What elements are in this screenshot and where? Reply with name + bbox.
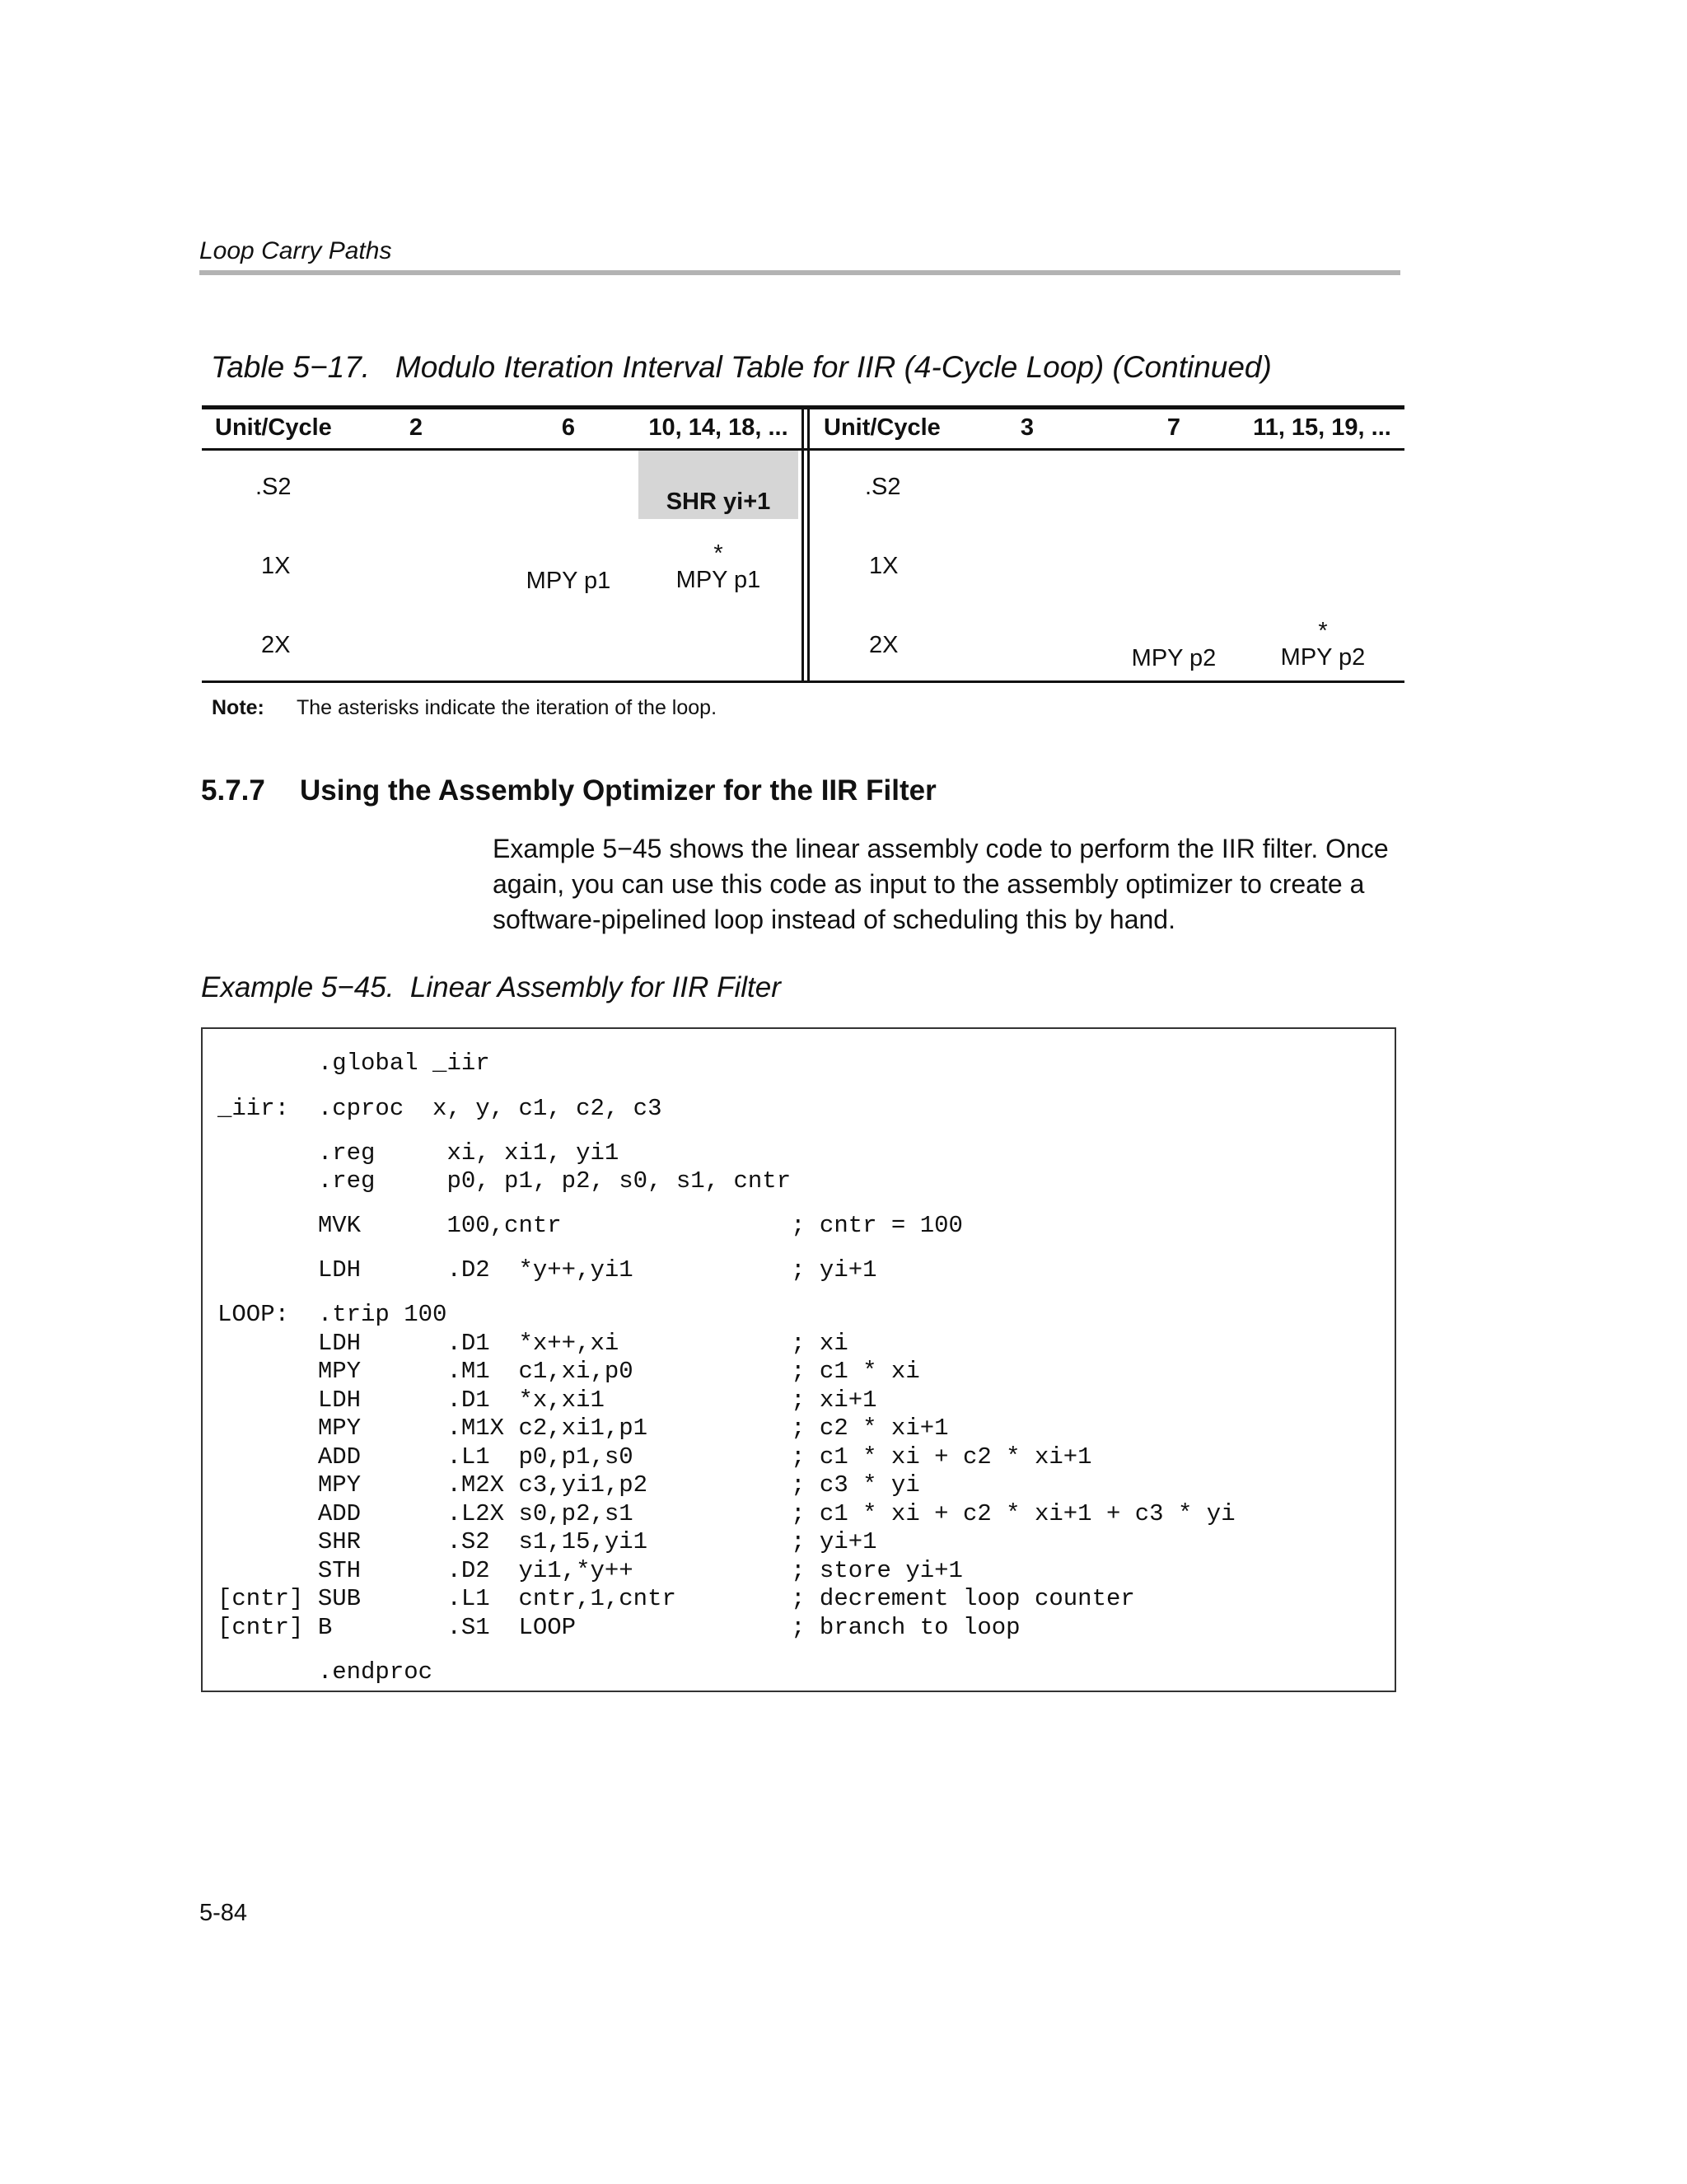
header-unit-cycle-right: Unit/Cycle — [824, 414, 941, 441]
cell-mpy-p1-next-iteration — [638, 540, 798, 593]
code-line: ADD .L1 p0,p1,s0 ; c1 * xi + c2 * xi+1 — [217, 1443, 1092, 1471]
table-divider-line — [807, 405, 810, 683]
cell-mpy-p1: MPY p1 — [526, 568, 611, 594]
row-unit-2x-right: 2X — [869, 632, 899, 658]
section-number: 5.7.7 — [201, 774, 265, 807]
example-caption: Example 5−45. Linear Assembly for IIR Filter — [201, 971, 781, 1003]
code-line: .reg p0, p1, p2, s0, s1, cntr — [217, 1167, 792, 1195]
row-unit-s2-left: .S2 — [255, 474, 292, 500]
code-line: _iir: .cproc x, y, c1, c2, c3 — [217, 1095, 662, 1122]
header-cycle-2: 2 — [409, 414, 423, 441]
code-line: LDH .D2 *y++,yi1 ; yi+1 — [217, 1256, 877, 1284]
header-cycle-6: 6 — [561, 414, 576, 441]
section-title: Using the Assembly Optimizer for the IIR Filter — [300, 774, 937, 807]
row-unit-s2-right: .S2 — [865, 474, 901, 500]
paragraph-line: software-pipelined loop instead of scheduling this by hand. — [493, 905, 1175, 934]
cell-mpy-p2-next-iteration — [1243, 618, 1403, 671]
modulo-iteration-table — [202, 405, 1404, 685]
header-rule — [199, 270, 1400, 275]
code-line: MPY .M1X c2,xi1,p1 ; c2 * xi+1 — [217, 1415, 949, 1442]
section-heading — [201, 774, 937, 808]
code-line: LOOP: .trip 100 — [217, 1301, 447, 1328]
cell-mpy-p1-label: MPY p1 — [675, 567, 761, 593]
note-label: Note: — [212, 696, 264, 719]
code-line: [cntr] B .S1 LOOP ; branch to loop — [217, 1614, 1021, 1641]
iteration-asterisk: * — [1318, 618, 1328, 644]
cell-mpy-p2-label: MPY p2 — [1280, 644, 1366, 671]
code-line: SHR .S2 s1,15,yi1 ; yi+1 — [217, 1528, 877, 1555]
code-line: .endproc — [217, 1658, 433, 1686]
header-cycle-3: 3 — [1020, 414, 1035, 441]
paragraph-line: Example 5−45 shows the linear assembly code to perform the IIR filter. Once — [493, 834, 1389, 863]
row-unit-1x-left: 1X — [261, 553, 291, 579]
header-unit-cycle-left: Unit/Cycle — [215, 414, 332, 441]
cell-mpy-p2: MPY p2 — [1131, 645, 1217, 671]
code-line: LDH .D1 *x,xi1 ; xi+1 — [217, 1387, 877, 1414]
code-listing — [201, 1027, 1396, 1692]
code-line: .global _iir — [217, 1050, 490, 1077]
cell-shr-yi1: SHR yi+1 — [666, 489, 771, 515]
code-line: [cntr] SUB .L1 cntr,1,cntr ; decrement loop counter — [217, 1585, 1135, 1612]
header-cycle-7: 7 — [1166, 414, 1181, 441]
row-unit-2x-left: 2X — [261, 632, 291, 658]
iteration-asterisk: * — [713, 540, 723, 567]
code-line: MPY .M1 c1,xi,p0 ; c1 * xi — [217, 1358, 920, 1385]
running-header: Loop Carry Paths — [199, 237, 392, 264]
header-cycle-10: 10, 14, 18, ... — [648, 414, 788, 441]
page-number: 5-84 — [199, 1900, 248, 1926]
table-note — [212, 694, 717, 721]
table-divider-line — [801, 405, 804, 683]
paragraph-line: again, you can use this code as input to the assembly optimizer to create a — [493, 869, 1365, 899]
code-line: STH .D2 yi1,*y++ ; store yi+1 — [217, 1557, 963, 1584]
note-text: The asterisks indicate the iteration of the loop. — [297, 696, 717, 719]
table-caption: Table 5−17. Modulo Iteration Interval Table for IIR (4-Cycle Loop) (Continued) — [211, 350, 1272, 384]
row-unit-1x-right: 1X — [869, 553, 899, 579]
code-line: ADD .L2X s0,p2,s1 ; c1 * xi + c2 * xi+1 + c3 * yi — [217, 1500, 1236, 1527]
code-line: MVK 100,cntr ; cntr = 100 — [217, 1212, 963, 1239]
body-paragraph — [493, 831, 1411, 938]
code-line: .reg xi, xi1, yi1 — [217, 1139, 619, 1167]
code-line: MPY .M2X c3,yi1,p2 ; c3 * yi — [217, 1471, 920, 1499]
code-line: LDH .D1 *x++,xi ; xi — [217, 1330, 848, 1357]
header-cycle-11: 11, 15, 19, ... — [1253, 414, 1391, 441]
